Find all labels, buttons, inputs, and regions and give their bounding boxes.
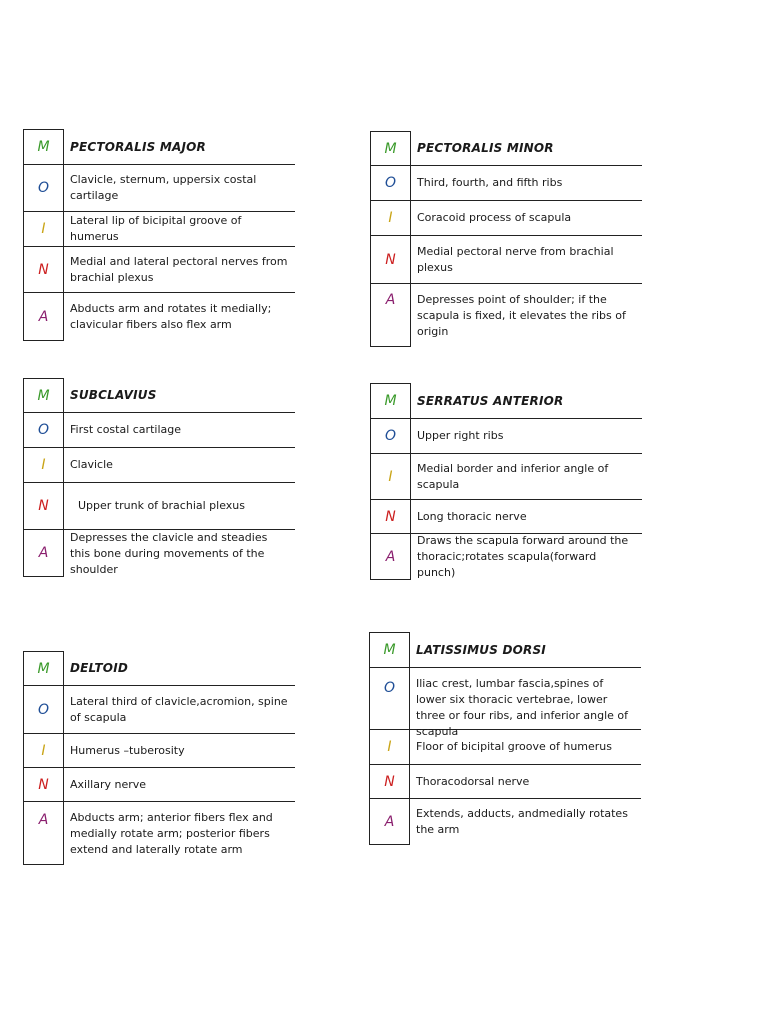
origin-text: Upper right ribs [411, 419, 642, 454]
muscle-card-pectoralis-minor [370, 131, 642, 347]
action-text: Depresses point of shoulder; if the scapula is fixed, it elevates the ribs of origin [417, 293, 626, 338]
muscle-name: DELTOID [64, 651, 295, 686]
letter-m: M [24, 129, 64, 165]
nerve-text: Axillary nerve [64, 768, 295, 802]
letter-o: O [371, 419, 411, 454]
nerve-text: Long thoracic nerve [411, 500, 642, 534]
muscle-name: PECTORALIS MINOR [411, 131, 642, 166]
muscle-name: PECTORALIS MAJOR [64, 129, 295, 165]
letter-i: I [371, 201, 411, 236]
letter-i: I [370, 730, 410, 765]
letter-a: A [24, 802, 64, 865]
letter-m: M [371, 383, 411, 419]
insertion-text: Lateral lip of bicipital groove of humerus [64, 212, 295, 247]
action-text: Abducts arm and rotates it medially; clavicular fibers also flex arm [70, 302, 272, 331]
insertion-text: Medial border and inferior angle of scapula [411, 454, 642, 500]
letter-a: A [370, 799, 410, 845]
letter-o: O [24, 686, 64, 734]
letter-o: O [371, 166, 411, 201]
letter-a: A [371, 284, 411, 347]
muscle-card-serratus-anterior [370, 383, 642, 580]
letter-a: A [24, 293, 64, 341]
origin-text: Lateral third of clavicle,acromion, spine of scapula [64, 686, 295, 734]
letter-n: N [370, 765, 410, 799]
letter-n: N [24, 768, 64, 802]
letter-m: M [371, 131, 411, 166]
letter-n: N [24, 247, 64, 293]
origin-text: Iliac crest, lumbar fascia,spines of lower six thoracic vertebrae, lower three or four ribs, and inferior angle of scapula [410, 668, 641, 730]
letter-i: I [24, 212, 64, 247]
action-text: Abducts arm; anterior fibers flex and medially rotate arm; posterior fibers extend and laterally rotate arm [70, 811, 273, 856]
letter-m: M [370, 632, 410, 668]
letter-n: N [371, 236, 411, 284]
letter-m: M [24, 378, 64, 413]
muscle-name: SUBCLAVIUS [64, 378, 295, 413]
letter-o: O [24, 165, 64, 212]
muscle-card-subclavius [23, 378, 295, 577]
insertion-text: Humerus –tuberosity [64, 734, 295, 768]
letter-o: O [24, 413, 64, 448]
muscle-name: LATISSIMUS DORSI [410, 632, 641, 668]
letter-a: A [371, 534, 411, 580]
origin-text: First costal cartilage [64, 413, 295, 448]
origin-text: Third, fourth, and fifth ribs [411, 166, 642, 201]
letter-i: I [24, 448, 64, 483]
letter-i: I [371, 454, 411, 500]
nerve-text: Thoracodorsal nerve [410, 765, 641, 799]
insertion-text: Floor of bicipital groove of humerus [410, 730, 641, 765]
letter-a: A [24, 530, 64, 577]
action-text: Extends, adducts, andmedially rotates the arm [416, 807, 628, 836]
insertion-text: Clavicle [64, 448, 295, 483]
action-text: Depresses the clavicle and steadies this bone during movements of the shoulder [70, 530, 268, 576]
letter-n: N [24, 483, 64, 530]
letter-i: I [24, 734, 64, 768]
nerve-text: Medial and lateral pectoral nerves from brachial plexus [64, 247, 295, 293]
letter-m: M [24, 651, 64, 686]
insertion-text: Coracoid process of scapula [411, 201, 642, 236]
origin-text: Clavicle, sternum, uppersix costal cartilage [64, 165, 295, 212]
muscle-card-latissimus-dorsi [369, 632, 641, 845]
letter-n: N [371, 500, 411, 534]
muscle-card-deltoid [23, 651, 295, 865]
letter-o: O [370, 668, 410, 730]
muscle-card-pectoralis-major [23, 129, 295, 341]
muscle-name: SERRATUS ANTERIOR [411, 383, 642, 419]
nerve-text: Medial pectoral nerve from brachial plexus [411, 236, 642, 284]
nerve-text: Upper trunk of brachial plexus [64, 483, 295, 530]
action-text: Draws the scapula forward around the thoracic;rotates scapula(forward punch) [417, 534, 629, 579]
